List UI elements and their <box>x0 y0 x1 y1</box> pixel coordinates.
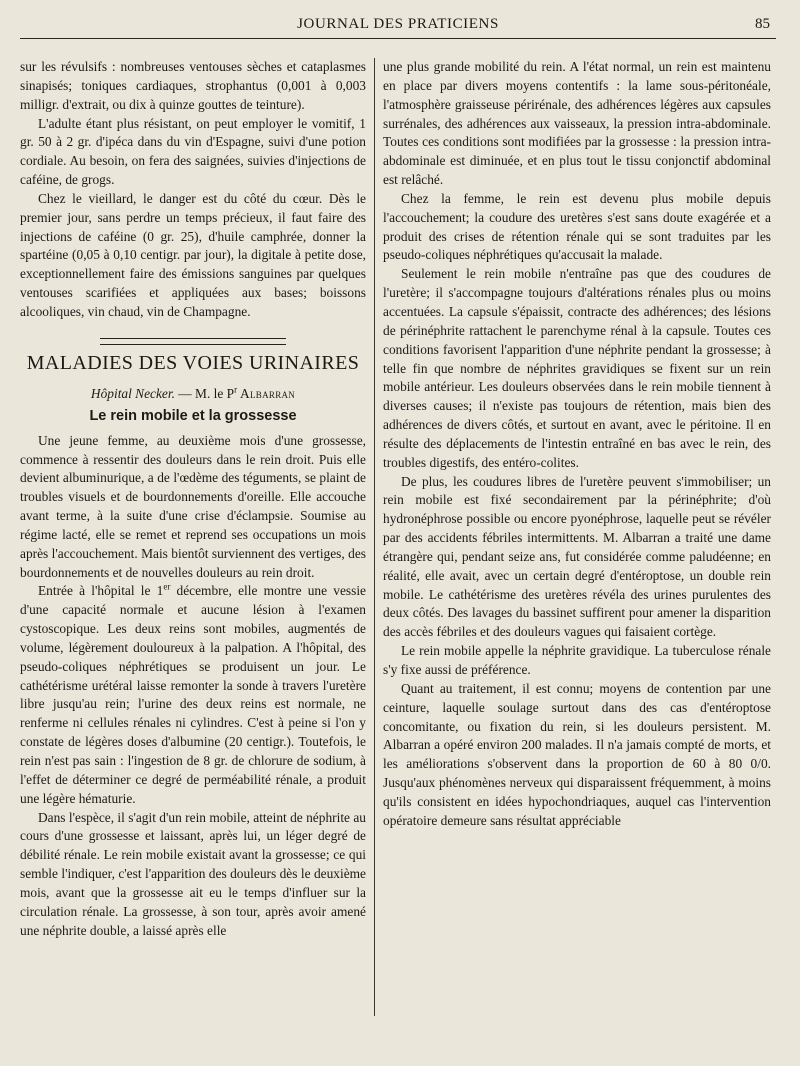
entree-start: Entrée à l'hôpital le 1 <box>38 583 164 599</box>
journal-title: JOURNAL DES PRATICIENS <box>297 16 499 32</box>
left-column <box>20 58 366 940</box>
running-header <box>20 12 776 39</box>
section-title: MALADIES DES VOIES URINAIRES <box>26 351 360 374</box>
section-divider <box>100 338 286 345</box>
paragraph: Quant au traitement, il est connu; moyens de contention par une ceinture, laquelle soulage surtout dans des cas d'entéroptose concomitante, ou fixation du rein, si les douleurs persistent. M. Albarran a opéré environ 200 malades. Il n'a jamais compté de morts, et les améliorations s'observent dans la proportion de 60 à 80 0/0. Jusqu'aux phénomènes nerveux qui disparaissent fréquemment, à moins qu'ils consistent en idées hypochondriaques, auquel cas l'intervention opératoire demeure sans résultat appréciable <box>383 680 771 828</box>
page-number: 85 <box>755 16 770 32</box>
hospital-dash: — M. le P <box>174 385 235 401</box>
hospital-name: Hôpital Necker. <box>90 385 175 401</box>
paragraph: De plus, les coudures libres de l'uretère peuvent s'immobiliser; un rein mobile est fixé secondairement par la périnéphrite; d'où hydronéphrose possible ou encore pyonéphrose, laquelle peut se révéler par des accidents fébriles intermittents. M. Albarran a traité une dame étrangère qui, pendant seize ans, fut considérée comme paludéenne; en réalité, elle avait, avec un certain degré d'entéroptose, un double rein mobile. Le cathétérisme des uretères révéla des urines purulentes des deux côtés. Des lavages du bassinet suffirent pour amener la disparition des accès fébriles et des douleurs vagues qui faisaient cortège. <box>383 473 771 640</box>
column-rule <box>374 58 375 1016</box>
paragraph: L'adulte étant plus résistant, on peut employer le vomitif, 1 gr. 50 à 2 gr. d'ipéca dans du vin d'Espagne, suivi d'une potion cordiale. Au besoin, on fera des saignées, suivies d'injections de caféine, de grogs. <box>20 115 366 188</box>
paragraph: une plus grande mobilité du rein. A l'état normal, un rein est maintenu en place par divers moyens contentifs : la lame sous-péritonéale, l'atmosphère graisseuse périrénale, des adhérences légères aux capsules surrénales, des adhérences aux vaisseaux, la pression intra-abdominale. Toutes ces conditions sont modifiées par la grossesse : la pression intra-abdominale est diminuée, et en plus tout le tissu conjonctif abdominal est relâché. <box>383 59 771 188</box>
paragraph: Seulement le rein mobile n'entraîne pas que des coudures de l'uretère; il s'accompagne toujours d'altérations rénales plus ou moins accentuées. La capsule s'épaissit, contracte des adhérences; des lésions de périnéphrite rattachent le parenchyme rénal à la capsule. Toutes ces conditions favorisent l'apparition d'une néphrite pendant la grossesse; à telle fin que nombre de néphrites gravidiques se fixent sur un rein mobile antérieur. Les douleurs observées dans le rein mobile tiennent à diverses causes; il n'existe pas toujours de rétention, mais bien des adhérences de divers côtés, et surtout en avant, avec le péritoine. Il en résulte des déplacements de l'intestin entraîné en bas avec le rein, des troubles digestifs, des entéro-colites. <box>383 266 771 470</box>
paragraph: Dans l'espèce, il s'agit d'un rein mobile, atteint de néphrite au cours d'une grossesse et laissant, après lui, un léger degré de débilité rénale. Le rein mobile existait avant la grossesse; ce qui semble l'indiquer, c'est l'apparition des douleurs dès le deuxième mois, avant que la grossesse ait eu le temps d'influer sur la circulation rénale. La grossesse, à son tour, après avoir amené une néphrite double, a laissé après elle <box>20 809 366 938</box>
paragraph: Chez la femme, le rein est devenu plus mobile depuis l'accouchement; la coudure des uretères s'est sans doute exagérée et a produit des crises de rétention rénale qui se sont traduites par les pseudo-coliques néphrétiques qu'accusait la malade. <box>383 190 771 263</box>
paragraph: Chez le vieillard, le danger est du côté du cœur. Dès le premier jour, sans perdre un temps précieux, il faut faire des injections de caféine (0 gr. 25), d'huile camphrée, donner la spartéine (0,05 à 0,10 centigr. par jour), la digitale à petite dose, exceptionnellement faire des émissions sanguines par quelques ventouses scarifiées et appliquées aux bases; boissons alcooliques, vin chaud, vin de Champagne. <box>20 190 366 319</box>
entree-sup: er <box>163 581 171 592</box>
prof-sup: r <box>234 384 238 395</box>
right-column <box>383 58 771 831</box>
article-title: Le rein mobile et la grossesse <box>89 407 297 424</box>
paragraph: sur les révulsifs : nombreuses ventouses sèches et cataplasmes sinapisés; toniques cardiaques, strophantus (0,001 à 0,003 milligr. d'extrait, ou dix à quinze gouttes de teinture). <box>20 59 366 112</box>
paragraph: Une jeune femme, au deuxième mois d'une grossesse, commence à ressentir des douleurs dans le rein droit. Puis elle devient albuminurique, a de l'œdème des téguments, se plaint de troubles visuels et de bourdonnements d'oreille. Elle accouche avant terme, à la suite d'une crise d'éclampsie. Soumise au régime lacté, elle se remet et reprend ses occupations un mois après l'accouchement. Mais bientôt surviennent des vertiges, des bourdonnements et de nouvelles douleurs au rein droit. <box>20 432 366 580</box>
hospital-line <box>20 385 366 404</box>
paragraph: Le rein mobile appelle la néphrite gravidique. La tuberculose rénale s'y fixe aussi de préférence. <box>383 643 771 677</box>
professor-name: Albarran <box>237 385 296 401</box>
paragraph <box>20 582 366 808</box>
entree-rest: décembre, elle montre une vessie d'une capacité normale et aucune lésion à l'examen cystoscopique. Les deux reins sont mobiles, augmentés de volume, légèrement douloureux à la palpation. A l'hôpital, des pseudo-coliques néphrétiques se produisent un jour. Le cathétérisme urétéral laisse remonter la sonde à travers l'uretère libre jusqu'au rein; l'urine des deux reins est normale, ne renferme ni cellules rénales ni cylindres. C'est à peine si l'on y constate de légères doses d'albumine (20 centigr.). Toutefois, le rein n'est pas sain : l'ingestion de 8 gr. de chlorure de sodium, à l'effet de déterminer ce degré de perméabilité rénale, a produit une légère hématurie. <box>20 583 366 806</box>
